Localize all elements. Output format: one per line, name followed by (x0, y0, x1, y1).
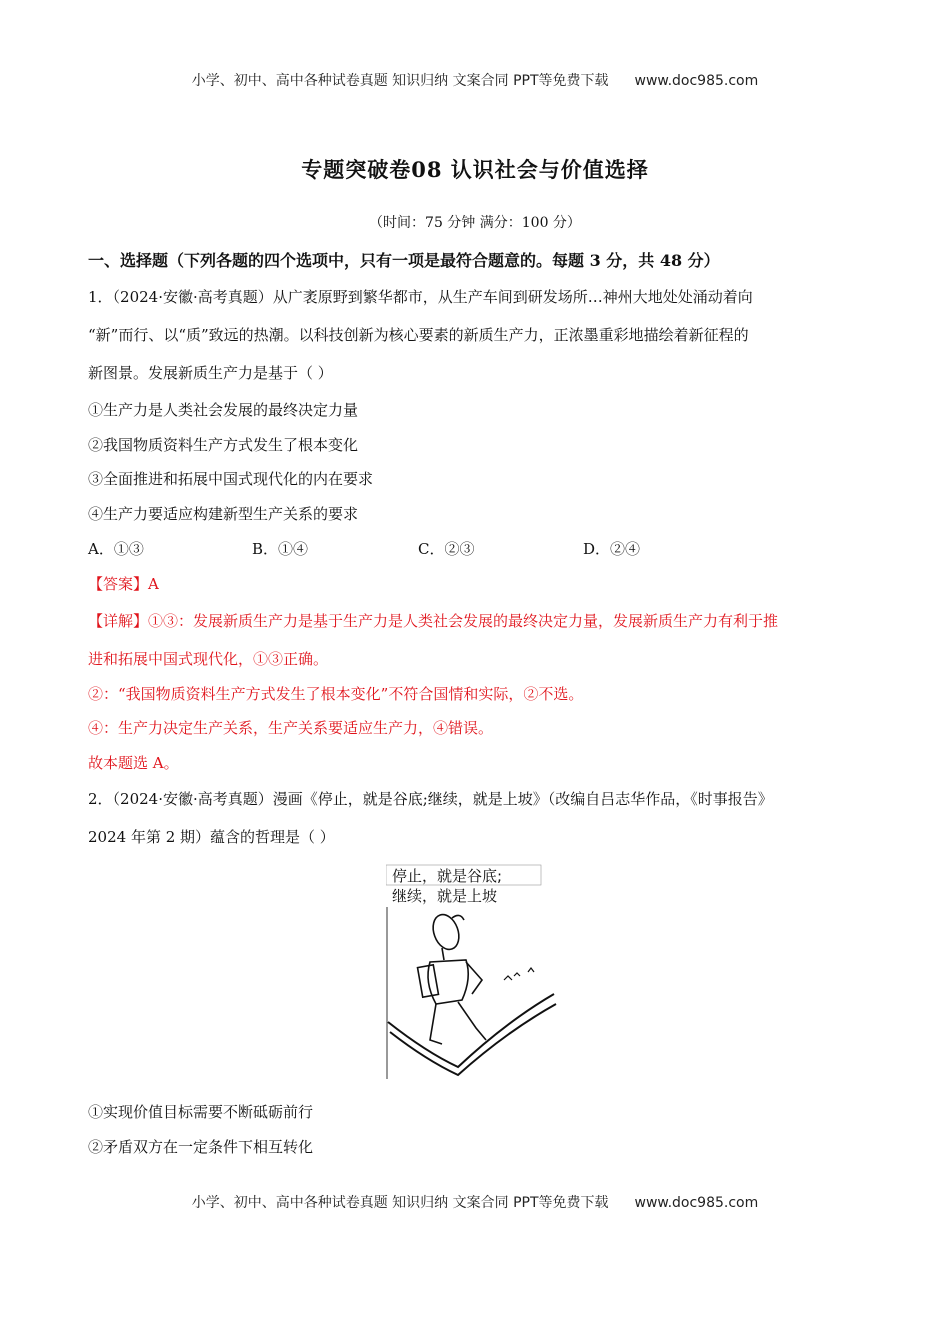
q2-stem-line2: 2024 年第 2 期）蕴含的哲理是（ ） (88, 828, 335, 846)
q2-statement-2: ②矛盾双方在一定条件下相互转化 (88, 1138, 314, 1156)
q1-statement-3: ③全面推进和拓展中国式现代化的内在要求 (88, 470, 374, 488)
q1-statement-1: ①生产力是人类社会发展的最终决定力量 (88, 401, 359, 419)
climbing-figure (418, 911, 486, 1044)
q1-detail-line2: 进和拓展中国式现代化，①③正确。 (88, 650, 329, 668)
q1-detail-line5: 故本题选 A。 (88, 754, 179, 772)
section-heading: 一、选择题（下列各题的四个选项中，只有一项是最符合题意的。每题 3 分，共 48 分） (88, 251, 720, 270)
q2-statement-1: ①实现价值目标需要不断砥砺前行 (88, 1103, 314, 1121)
page-title: 专题突破卷08 认识社会与价值选择 (301, 157, 649, 182)
q1-detail-line3: ②：“我国物质资料生产方式发生了根本变化”不符合国情和实际，②不选。 (88, 685, 584, 703)
q1-stem-line2: “新”而行、以“质”致远的热潮。以科技创新为核心要素的新质生产力，正浓墨重彩地描绘着新征程的 (88, 326, 749, 344)
birds (504, 968, 534, 980)
q1-option-d: D．②④ (583, 540, 641, 558)
cartoon-caption-line2: 继续，就是上坡 (392, 887, 498, 905)
footer-site-link[interactable]: www.doc985.com (634, 1195, 759, 1211)
q1-statement-2: ②我国物质资料生产方式发生了根本变化 (88, 436, 359, 454)
footer-text: 小学、初中、高中各种试卷真题 知识归纳 文案合同 PPT等免费下载 (191, 1195, 609, 1211)
page-header (0, 70, 950, 90)
q1-answer: 【答案】A (88, 575, 159, 593)
q1-option-a: A．①③ (88, 540, 144, 558)
q1-stem-line3: 新图景。发展新质生产力是基于（ ） (88, 364, 333, 382)
cartoon-caption-line1: 停止，就是谷底; (392, 867, 503, 885)
q1-detail-line1: 【详解】①③：发展新质生产力是基于生产力是人类社会发展的最终决定力量，发展新质生产力有利于推 (88, 612, 779, 630)
page-footer (0, 1192, 950, 1212)
q1-option-c: C．②③ (418, 540, 475, 558)
cartoon-illustration (386, 862, 562, 1080)
header-site-link[interactable]: www.doc985.com (634, 73, 759, 89)
header-text: 小学、初中、高中各种试卷真题 知识归纳 文案合同 PPT等免费下载 (191, 73, 609, 89)
q1-statement-4: ④生产力要适应构建新型生产关系的要求 (88, 505, 359, 523)
q1-stem-line1: 1．（2024·安徽·高考真题）从广袤原野到繁华都市，从生产车间到研发场所…神州大地处处涌动着向 (88, 288, 753, 306)
exam-info: （时间：75 分钟 满分：100 分） (369, 215, 581, 231)
q2-stem-line1: 2．（2024·安徽·高考真题）漫画《停止，就是谷底;继续，就是上坡》（改编自吕志华作品，《时事报告》 (88, 790, 773, 808)
slope-lines (388, 994, 556, 1075)
q1-detail-line4: ④：生产力决定生产关系，生产关系要适应生产力，④错误。 (88, 719, 494, 737)
q1-option-b: B．①④ (252, 540, 309, 558)
